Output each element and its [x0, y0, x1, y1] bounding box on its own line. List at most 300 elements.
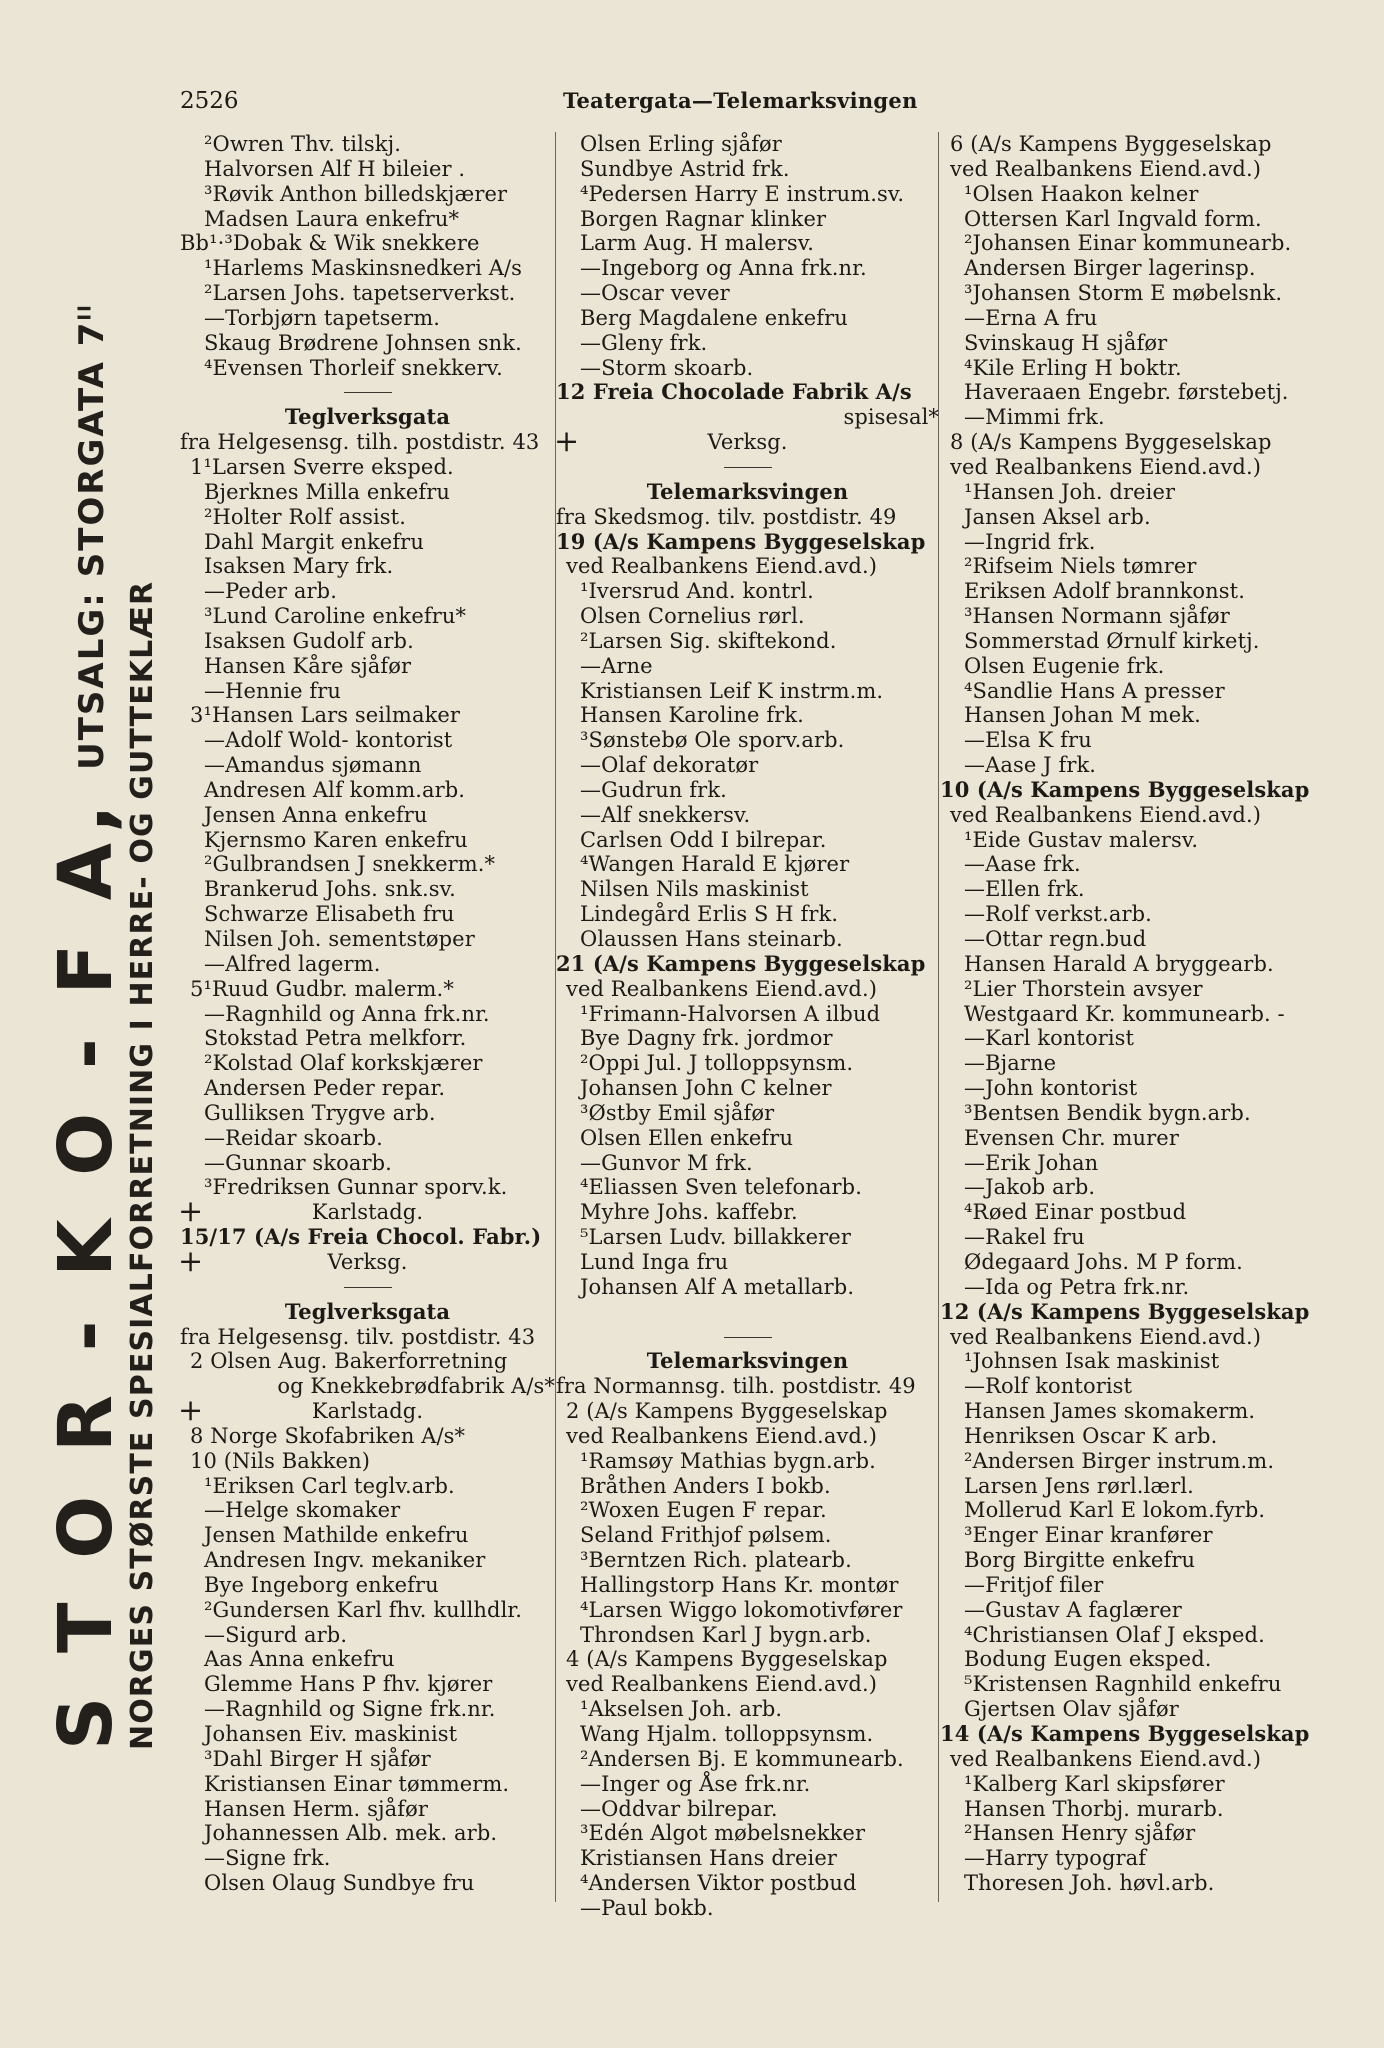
directory-entry	[556, 778, 939, 803]
directory-entry	[556, 207, 939, 232]
directory-entry	[940, 1399, 1320, 1424]
entry-text: Telemarksvingen	[646, 478, 849, 504]
entry-text: —Sigurd arb.	[204, 1622, 348, 1647]
directory-entry	[556, 1101, 939, 1126]
entry-text: Nilsen Nils maskinist	[580, 877, 809, 902]
directory-entry	[556, 306, 939, 331]
section-separator	[180, 380, 555, 405]
directory-entry	[940, 1002, 1320, 1027]
directory-entry	[940, 1821, 1320, 1846]
entry-text: Andersen Birger lagerinsp.	[964, 256, 1256, 281]
directory-entry	[940, 1598, 1320, 1623]
directory-entry	[556, 1449, 939, 1474]
directory-entry	[556, 1821, 939, 1846]
directory-entry	[180, 430, 555, 455]
directory-entry	[180, 1151, 555, 1176]
entry-text: —Jakob arb.	[964, 1175, 1096, 1200]
directory-entry	[178, 1194, 555, 1230]
entry-text: ³Hansen Normann sjåfør	[964, 604, 1230, 629]
entry-text: —Ellen frk.	[964, 877, 1085, 902]
entry-text: ²Gulbrandsen J snekkerm.*	[204, 852, 496, 877]
entry-text: 5¹Ruud Gudbr. malerm.*	[190, 976, 454, 1001]
directory-entry	[940, 480, 1320, 505]
directory-entry	[940, 877, 1320, 902]
entry-text: ³Røvik Anthon billedskjærer	[204, 181, 508, 206]
entry-text: —Alfred lagerm.	[204, 951, 381, 976]
page-number: 2526	[180, 88, 239, 114]
directory-entry	[180, 480, 555, 505]
directory-entry	[180, 604, 555, 629]
directory-entry	[556, 1722, 939, 1747]
entry-text: Olsen Cornelius rørl.	[580, 604, 805, 629]
entry-text: Olsen Olaug Sundbye fru	[204, 1871, 475, 1896]
entry-text: —Storm skoarb.	[580, 355, 754, 380]
entry-text: —Gustav A faglærer	[964, 1597, 1182, 1622]
entry-text: ⁵Kristensen Ragnhild enkefru	[964, 1672, 1282, 1697]
entry-text: Teglverksgata	[284, 1298, 451, 1324]
directory-entry	[940, 182, 1320, 207]
directory-entry	[940, 1026, 1320, 1051]
entry-text: fra Helgesensg. tilh. postdistr. 43	[180, 430, 540, 455]
entry-text: ³Sønstebø Ole sporv.arb.	[580, 728, 845, 753]
directory-entry	[180, 1349, 555, 1374]
directory-entry	[940, 281, 1320, 306]
directory-entry	[940, 1772, 1320, 1797]
entry-text: Glemme Hans P fhv. kjører	[204, 1672, 493, 1697]
directory-entry	[940, 1374, 1320, 1399]
entry-text: ³Johansen Storm E møbelsnk.	[964, 281, 1283, 306]
entry-text: —Ragnhild og Anna frk.nr.	[204, 1001, 490, 1026]
cross-marker-icon: +	[178, 1393, 204, 1429]
entry-text: ¹Johnsen Isak maskinist	[964, 1349, 1220, 1374]
entry-text: ved Realbankens Eiend.avd.)	[566, 1672, 878, 1697]
directory-entry	[556, 877, 939, 902]
directory-entry	[940, 952, 1320, 977]
entry-text: 6 (A/s Kampens Byggeselskap	[950, 132, 1272, 156]
entry-text: —Torbjørn tapetserm.	[204, 305, 440, 330]
directory-entry	[180, 281, 555, 306]
entry-text: —Helge skomaker	[204, 1498, 401, 1523]
directory-entry	[180, 1076, 555, 1101]
entry-text: Kjernsmo Karen enkefru	[204, 827, 468, 852]
spacer	[556, 1300, 939, 1325]
directory-entry	[556, 977, 939, 1002]
entry-text: —Amandus sjømann	[204, 753, 422, 778]
directory-entry	[940, 803, 1320, 828]
directory-entry	[940, 1647, 1320, 1672]
cross-marker-icon: +	[178, 1243, 204, 1279]
entry-text: ⁴Eliassen Sven telefonarb.	[580, 1175, 862, 1200]
entry-text: ¹Harlems Maskinsnedkeri A/s	[204, 256, 523, 281]
entry-text: ¹Akselsen Joh. arb.	[580, 1697, 783, 1722]
entry-text: 14 (A/s Kampens Byggeselskap	[940, 1721, 1310, 1746]
entry-text: —Rakel fru	[964, 1225, 1085, 1250]
entry-text: Verksg.	[707, 430, 788, 455]
directory-entry	[940, 1797, 1320, 1822]
directory-entry	[940, 679, 1320, 704]
directory-entry	[556, 231, 939, 256]
directory-entry	[180, 1523, 555, 1548]
directory-entry	[940, 1051, 1320, 1076]
entry-text: ⁴Sandlie Hans A presser	[964, 678, 1225, 703]
directory-entry	[556, 256, 939, 281]
directory-entry	[180, 256, 555, 281]
directory-entry	[180, 579, 555, 604]
entry-text: Karlstadg.	[311, 1399, 424, 1424]
entry-text: 2 (A/s Kampens Byggeselskap	[566, 1399, 888, 1424]
entry-text: —Ida og Petra frk.nr.	[964, 1274, 1190, 1299]
directory-entry	[554, 424, 939, 460]
entry-text: Carlsen Odd I bilrepar.	[580, 827, 827, 852]
directory-entry	[940, 256, 1320, 281]
directory-entry	[940, 828, 1320, 853]
entry-text: Olsen Eugenie frk.	[964, 653, 1165, 678]
directory-entry	[180, 778, 555, 803]
entry-text: —Ragnhild og Signe frk.nr.	[204, 1697, 496, 1722]
entry-text: ³Berntzen Rich. platearb.	[580, 1548, 852, 1573]
directory-entry	[556, 654, 939, 679]
directory-entry	[940, 1225, 1320, 1250]
entry-text: 3¹Hansen Lars seilmaker	[190, 703, 461, 728]
entry-text: —Bjarne	[964, 1051, 1057, 1076]
directory-entry	[940, 1250, 1320, 1275]
entry-text: ¹Ramsøy Mathias bygn.arb.	[580, 1448, 876, 1473]
section-separator	[180, 1275, 555, 1300]
entry-text: 21 (A/s Kampens Byggeselskap	[556, 950, 926, 976]
entry-text: ²Gundersen Karl fhv. kullhdlr.	[204, 1597, 522, 1622]
entry-text: Andresen Ingv. mekaniker	[204, 1548, 486, 1573]
cross-marker-icon: +	[554, 424, 580, 460]
directory-entry	[180, 132, 555, 157]
entry-text: —Peder arb.	[204, 579, 337, 604]
directory-entry	[180, 530, 555, 555]
directory-entry	[940, 1672, 1320, 1697]
directory-entry	[180, 1474, 555, 1499]
entry-text: ⁴Kile Erling H boktr.	[964, 355, 1182, 380]
entry-text: Aas Anna enkefru	[204, 1647, 395, 1672]
ad-address: UTSALG: STORGATA 7	[72, 320, 113, 770]
entry-text: —Harry typograf	[964, 1846, 1147, 1871]
directory-entry	[940, 1498, 1320, 1523]
directory-entry	[940, 579, 1320, 604]
directory-entry	[556, 1573, 939, 1598]
directory-entry	[940, 1076, 1320, 1101]
entry-text: Teglverksgata	[284, 404, 451, 430]
street-heading	[556, 1349, 939, 1374]
directory-entry	[180, 902, 555, 927]
entry-text: 8 Norge Skofabriken A/s*	[190, 1423, 466, 1448]
vertical-advertisement	[43, 300, 175, 1750]
entry-text: —Gleny frk.	[580, 330, 708, 355]
entry-text: —John kontorist	[964, 1076, 1138, 1101]
directory-entry	[180, 1002, 555, 1027]
entry-text: Jensen Anna enkefru	[204, 802, 428, 827]
directory-entry	[556, 1151, 939, 1176]
directory-entry	[556, 331, 939, 356]
entry-text: Seland Frithjof pølsem.	[580, 1523, 832, 1548]
directory-entry	[940, 1449, 1320, 1474]
entry-text: Verksg.	[327, 1249, 408, 1274]
directory-entry	[940, 604, 1320, 629]
column-3	[940, 132, 1320, 1896]
directory-entry	[556, 505, 939, 530]
directory-entry	[556, 803, 939, 828]
directory-entry	[180, 952, 555, 977]
entry-text: —Aase J frk.	[964, 753, 1097, 778]
directory-entry	[940, 1300, 1320, 1325]
entry-text: spisesal*	[843, 405, 939, 430]
directory-entry	[180, 679, 555, 704]
directory-entry	[180, 1821, 555, 1846]
directory-entry	[556, 828, 939, 853]
entry-text: 2 Olsen Aug. Bakerforretning	[190, 1349, 508, 1374]
entry-text: ²Rifseim Niels tømrer	[964, 554, 1197, 579]
entry-text: —Ottar regn.bud	[964, 927, 1147, 951]
entry-text: Telemarksvingen	[646, 1348, 849, 1374]
entry-text: Myhre Johs. kaffebr.	[580, 1200, 798, 1225]
entry-text: ¹Eide Gustav malersv.	[964, 827, 1199, 852]
entry-text: Halvorsen Alf H bileier .	[204, 156, 466, 181]
entry-text: —Fritjof filer	[964, 1572, 1104, 1597]
entry-text: Olaussen Hans steinarb.	[580, 927, 843, 951]
directory-entry	[940, 1151, 1320, 1176]
entry-text: ved Realbankens Eiend.avd.)	[950, 454, 1262, 479]
entry-text: ved Realbankens Eiend.avd.)	[566, 1423, 878, 1448]
directory-entry	[940, 1747, 1320, 1772]
entry-text: —Gunvor M frk.	[580, 1150, 753, 1175]
directory-entry	[180, 852, 555, 877]
ad-address-floor: II	[75, 303, 96, 321]
entry-text: —Paul bokb.	[580, 1895, 714, 1920]
directory-entry	[180, 1449, 555, 1474]
directory-entry	[180, 1573, 555, 1598]
directory-entry	[940, 1424, 1320, 1449]
entry-text: 8 (A/s Kampens Byggeselskap	[950, 430, 1272, 455]
directory-entry	[556, 1871, 939, 1896]
directory-entry	[556, 405, 939, 430]
directory-entry	[556, 1747, 939, 1772]
directory-entry	[556, 902, 939, 927]
directory-entry	[180, 1623, 555, 1648]
street-heading	[556, 480, 939, 505]
entry-text: ¹Iversrud And. kontrl.	[580, 579, 814, 604]
entry-text: Gjertsen Olav sjåfør	[964, 1697, 1179, 1722]
directory-entry	[180, 231, 555, 256]
directory-entry	[940, 530, 1320, 555]
directory-entry	[940, 703, 1320, 728]
entry-text: Hansen Harald A bryggearb.	[964, 951, 1274, 976]
entry-text: Kristiansen Hans dreier	[580, 1846, 838, 1871]
directory-entry	[556, 281, 939, 306]
entry-text: Andresen Alf komm.arb.	[204, 777, 466, 802]
entry-text: Skaug Brødrene Johnsen snk.	[204, 330, 522, 355]
entry-text: og Knekkebrødfabrik A/s*	[277, 1374, 555, 1399]
directory-entry	[180, 1498, 555, 1523]
entry-text: ¹Kalberg Karl skipsfører	[964, 1771, 1225, 1796]
entry-text: —Inger og Åse frk.nr.	[580, 1771, 811, 1796]
directory-entry	[180, 306, 555, 331]
entry-text: fra Skedsmog. tilv. postdistr. 49	[556, 504, 897, 529]
entry-text: —Aase frk.	[964, 852, 1081, 877]
entry-text: Kristiansen Einar tømmerm.	[204, 1771, 510, 1796]
directory-entry	[180, 1797, 555, 1822]
entry-text: Bodung Eugen eksped.	[964, 1647, 1212, 1672]
directory-entry	[556, 1523, 939, 1548]
entry-text: Mollerud Karl E lokom.fyrb.	[964, 1498, 1266, 1523]
directory-entry	[556, 182, 939, 207]
ad-slogan: NORGES STØRSTE SPESIALFORRETNING I HERRE- OG GUTTEKLÆR	[125, 580, 160, 1750]
entry-text: 19 (A/s Kampens Byggeselskap	[556, 528, 926, 554]
entry-text: —Elsa K fru	[964, 728, 1092, 753]
cross-marker-icon: +	[178, 1194, 204, 1230]
directory-entry	[180, 1051, 555, 1076]
directory-entry	[180, 1747, 555, 1772]
entry-text: —Gunnar skoarb.	[204, 1150, 392, 1175]
directory-entry	[556, 132, 939, 157]
directory-entry	[940, 1101, 1320, 1126]
directory-entry	[556, 1200, 939, 1225]
directory-entry	[556, 1026, 939, 1051]
entry-text: Gulliksen Trygve arb.	[204, 1100, 436, 1125]
page-title: Teatergata—Telemarksvingen	[563, 88, 918, 113]
entry-text: 10 (Nils Bakken)	[190, 1448, 370, 1473]
entry-text: ⁵Larsen Ludv. billakkerer	[580, 1225, 851, 1250]
directory-entry	[556, 1772, 939, 1797]
directory-entry	[180, 828, 555, 853]
entry-text: —Erik Johan	[964, 1150, 1099, 1175]
directory-entry	[556, 1076, 939, 1101]
street-heading	[180, 405, 555, 430]
directory-entry	[940, 1325, 1320, 1350]
directory-entry	[180, 1325, 555, 1350]
entry-text: 4 (A/s Kampens Byggeselskap	[566, 1647, 888, 1672]
directory-entry	[556, 1797, 939, 1822]
directory-entry	[940, 157, 1320, 182]
entry-text: Bye Ingeborg enkefru	[204, 1572, 439, 1597]
directory-entry	[940, 1349, 1320, 1374]
directory-entry	[940, 405, 1320, 430]
directory-entry	[556, 1126, 939, 1151]
entry-text: —Reidar skoarb.	[204, 1125, 383, 1150]
entry-text: fra Helgesensg. tilv. postdistr. 43	[180, 1324, 536, 1349]
directory-entry	[180, 703, 555, 728]
directory-entry	[180, 877, 555, 902]
directory-entry	[556, 1697, 939, 1722]
directory-entry	[180, 207, 555, 232]
entry-text: ved Realbankens Eiend.avd.)	[950, 1324, 1262, 1349]
entry-text: ²Andersen Birger instrum.m.	[964, 1448, 1275, 1473]
entry-text: Hansen James skomakerm.	[964, 1399, 1256, 1424]
directory-entry	[180, 455, 555, 480]
entry-text: —Oddvar bilrepar.	[580, 1796, 778, 1821]
directory-entry	[180, 629, 555, 654]
entry-text: ¹Frimann-Halvorsen A ilbud	[580, 1001, 881, 1026]
directory-entry	[180, 1175, 555, 1200]
entry-text: —Signe frk.	[204, 1846, 331, 1871]
directory-entry	[180, 331, 555, 356]
directory-entry	[940, 1871, 1320, 1896]
directory-entry	[940, 927, 1320, 952]
directory-entry	[180, 1101, 555, 1126]
section-separator	[556, 455, 939, 480]
directory-entry	[940, 1275, 1320, 1300]
directory-entry	[556, 1002, 939, 1027]
directory-entry	[180, 654, 555, 679]
entry-text: Sommerstad Ørnulf kirketj.	[964, 628, 1260, 653]
entry-text: Johansen John C kelner	[580, 1076, 832, 1101]
directory-entry	[180, 1026, 555, 1051]
entry-text: Isaksen Mary frk.	[204, 554, 394, 579]
entry-text: Bråthen Anders I bokb.	[580, 1473, 831, 1498]
entry-text: ved Realbankens Eiend.avd.)	[566, 554, 878, 579]
directory-entry	[556, 1275, 939, 1300]
entry-text: Borg Birgitte enkefru	[964, 1548, 1196, 1573]
street-heading	[180, 1300, 555, 1325]
directory-entry	[556, 927, 939, 952]
directory-entry	[180, 1548, 555, 1573]
entry-text: Svinskaug H sjåfør	[964, 330, 1168, 355]
entry-text: ²Kolstad Olaf korkskjærer	[204, 1051, 483, 1076]
entry-text: Jensen Mathilde enkefru	[204, 1523, 469, 1548]
directory-entry	[940, 654, 1320, 679]
entry-text: ved Realbankens Eiend.avd.)	[566, 976, 878, 1001]
entry-text: 1¹Larsen Sverre eksped.	[190, 454, 454, 479]
directory-entry	[180, 356, 555, 381]
directory-entry	[556, 952, 939, 977]
directory-entry	[940, 753, 1320, 778]
directory-entry	[940, 455, 1320, 480]
ad-brand: S T O R - K O - F A,	[43, 795, 129, 1750]
entry-text: 10 (A/s Kampens Byggeselskap	[940, 776, 1310, 802]
entry-text: —Arne	[580, 653, 653, 678]
entry-text: Bye Dagny frk. jordmor	[580, 1026, 833, 1051]
entry-text: 12 Freia Chocolade Fabrik A/s	[556, 379, 912, 405]
directory-entry	[940, 1474, 1320, 1499]
entry-text: Andersen Peder repar.	[204, 1076, 446, 1101]
entry-text: ¹Olsen Haakon kelner	[964, 181, 1199, 206]
entry-text: 15/17 (A/s Freia Chocol. Fabr.)	[180, 1224, 542, 1250]
entry-text: —Erna A fru	[964, 305, 1098, 330]
directory-entry	[940, 1523, 1320, 1548]
directory-entry	[940, 778, 1320, 803]
entry-text: Johansen Alf A metallarb.	[580, 1274, 855, 1299]
column-2	[556, 132, 939, 1921]
entry-text: Kristiansen Leif K instrm.m.	[580, 678, 884, 703]
entry-text: Jansen Aksel arb.	[964, 504, 1151, 529]
directory-entry	[556, 1399, 939, 1424]
entry-text: Ødegaard Johs. M P form.	[964, 1249, 1243, 1274]
directory-entry	[180, 803, 555, 828]
entry-text: Hansen Karoline frk.	[580, 703, 804, 728]
directory-entry	[556, 1623, 939, 1648]
directory-entry	[940, 1200, 1320, 1225]
directory-entry	[556, 703, 939, 728]
directory-entry	[180, 1598, 555, 1623]
entry-text: Evensen Chr. murer	[964, 1125, 1179, 1150]
directory-entry	[556, 356, 939, 381]
directory-entry	[940, 505, 1320, 530]
entry-text: Dahl Margit enkefru	[204, 529, 424, 554]
directory-entry	[180, 1846, 555, 1871]
column-1	[180, 132, 555, 1896]
entry-text: —Ingeborg og Anna frk.nr.	[580, 256, 867, 281]
entry-text: ²Holter Rolf assist.	[204, 504, 406, 529]
directory-entry	[940, 977, 1320, 1002]
directory-entry	[178, 1243, 555, 1279]
entry-text: ³Bentsen Bendik bygn.arb.	[964, 1100, 1251, 1125]
directory-entry	[556, 1672, 939, 1697]
directory-entry	[940, 902, 1320, 927]
